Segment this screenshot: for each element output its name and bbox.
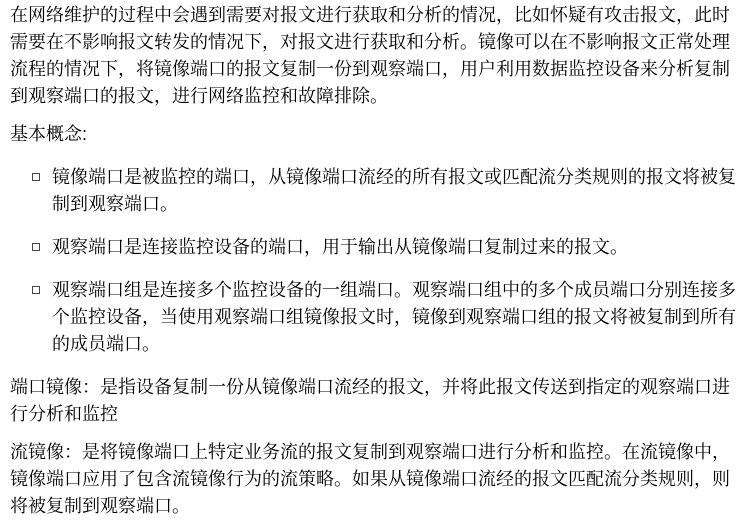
- intro-paragraph: 在网络维护的过程中会遇到需要对报文进行获取和分析的情况，比如怀疑有攻击报文，此时需要在不影响报文转发的情况下，对报文进行获取和分析。镜像可以在不影响报文正常处理流程的情况下，将镜像端口的报文复制一份到观察端口，用户利用数据监控设备来分析复制到观察端口的报文，进行网络监控和故障排除。: [10, 5, 730, 106]
- list-item-observe-port: [32, 234, 745, 261]
- concepts-list: [10, 164, 745, 358]
- concept-text-observe-port: 观察端口是连接监控设备的端口，用于输出从镜像端口复制过来的报文。: [52, 237, 628, 257]
- square-bullet-icon: [32, 286, 40, 294]
- list-item-observe-port-group: [32, 277, 745, 358]
- concepts-heading: 基本概念:: [10, 124, 88, 144]
- concept-text-observe-port-group: 观察端口组是连接多个监控设备的一组端口。观察端口组中的多个成员端口分别连接多个监控设备，当使用观察端口组镜像报文时，镜像到观察端口组的报文将被复制到所有的成员端口。: [52, 280, 736, 354]
- flow-mirroring-paragraph: 流镜像：是将镜像端口上特定业务流的报文复制到观察端口进行分析和监控。在流镜像中，镜像端口应用了包含流镜像行为的流策略。如果从镜像端口流经的报文匹配流分类规则，则将被复制到观察端口。: [10, 442, 730, 516]
- list-item-mirror-port: [32, 164, 745, 218]
- square-bullet-icon: [32, 173, 40, 181]
- concept-text-mirror-port: 镜像端口是被监控的端口，从镜像端口流经的所有报文或匹配流分类规则的报文将被复制到观察端口。: [52, 167, 736, 214]
- mirroring-doc-body: [10, 2, 745, 520]
- port-mirroring-paragraph: 端口镜像：是指设备复制一份从镜像端口流经的报文，并将此报文传送到指定的观察端口进行分析和监控: [10, 377, 730, 424]
- square-bullet-icon: [32, 243, 40, 251]
